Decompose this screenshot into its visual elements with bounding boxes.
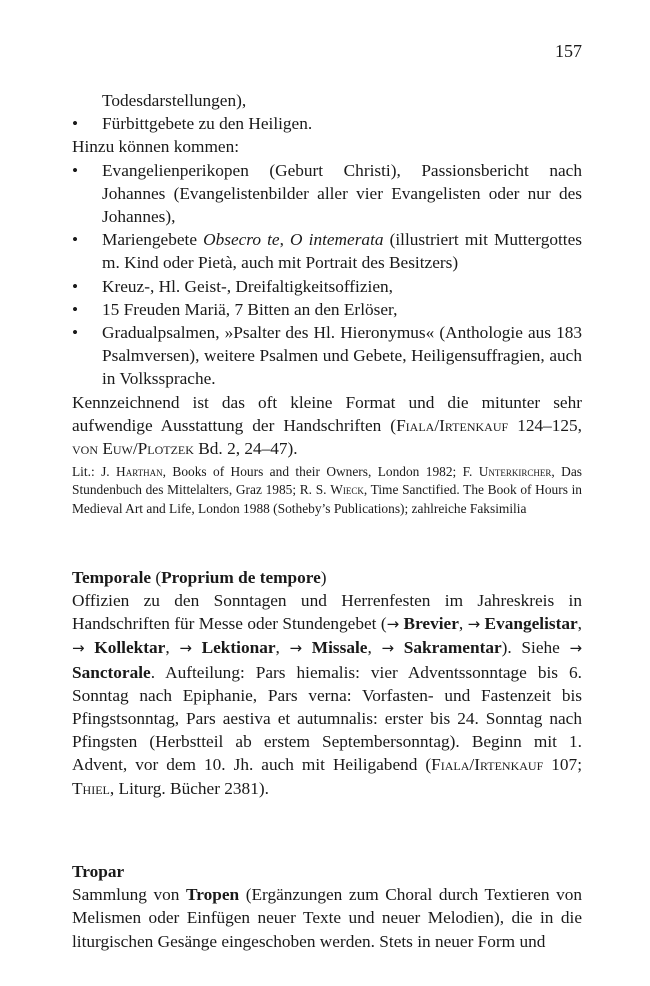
list-item-text: Gradualpsalmen, »Psalter des Hl. Hieronymus« (Anthologie aus 183 Psalmversen), weitere Psalmen und Gebete, Heiligensuffragien, auch in Volkssprache. [102, 323, 582, 389]
entry-body [72, 883, 582, 953]
italic-title: O intemerata [290, 230, 384, 250]
text-run: 124–125, [508, 415, 583, 435]
text-run: Offizien zu den Sonntagen und Herrenfesten im Jahreskreis in Handschriften für Messe oder Stundengebet ( [72, 591, 582, 634]
list-item-text [102, 230, 582, 272]
literature-note [72, 463, 582, 518]
cross-reference[interactable]: Sanctorale [72, 662, 151, 682]
entry-heading [72, 860, 582, 883]
entry-body [72, 589, 582, 800]
bullet-icon: • [72, 230, 79, 250]
arrow-right-icon: → [467, 615, 481, 634]
arrow-right-icon: → [569, 639, 583, 658]
text-run: (illustriert mit Muttergottes m. Kind oder Pietà, auch mit Portrait des Besitzers) [102, 230, 583, 273]
text-run: Lit.: J. [72, 464, 117, 480]
list-item [72, 228, 582, 274]
arrow-right-icon: → [72, 639, 85, 658]
text-run: , Books of Hours and their Owners, London 1982; F. [162, 464, 479, 480]
author-ref: von Euw/Plotzek [72, 439, 194, 459]
arrow-right-icon: → [386, 615, 400, 634]
text-run: Mariengebete [102, 230, 204, 250]
text-run: , [458, 614, 468, 634]
headword: Tropar [72, 861, 125, 881]
cross-reference[interactable]: Tropen [185, 885, 240, 905]
list-item-text: Evangelienperikopen (Geburt Christi), Passionsbericht nach Johannes (Evangelistenbilder aller vier Evangelisten oder nur des Johannes), [102, 160, 582, 227]
text-run: 107; [543, 755, 582, 775]
bullet-icon: • [72, 114, 79, 134]
bullet-icon: • [72, 160, 79, 180]
text-run: , [367, 638, 382, 658]
entry-temporale [72, 566, 582, 800]
cross-reference[interactable]: Missale [311, 638, 368, 658]
section-spacer [72, 518, 582, 566]
entry-tropar [72, 860, 582, 953]
text-run: , [165, 638, 180, 658]
cross-reference[interactable]: Kollektar [94, 638, 166, 658]
arrow-right-icon: → [289, 639, 303, 658]
bullet-list-2 [72, 159, 582, 391]
author-ref: Fiala/Irtenkauf [431, 755, 544, 775]
text-run: ( [151, 567, 162, 587]
kennzeichnend-paragraph [72, 391, 582, 461]
text-run: . Aufteilung: Pars hiemalis: vier Adventssonntage bis 6. Sonntag nach Epiphanie, Pars verna: Vorfasten- und Fastenzeit bis Pfingstsonntag, Pars aestiva et autumnalis: erster bis 24. Sonntag nach Pfingsten (Herbstteil ab erstem Septembersonntag). Beginn mit 1. Advent, vor dem 10. Jh. auch mit Heiligabend ( [72, 662, 582, 775]
cross-reference[interactable]: Lektionar [201, 638, 276, 658]
section-spacer [72, 800, 582, 860]
list-item [72, 159, 582, 229]
text-run: , [279, 230, 291, 250]
list-item [72, 321, 582, 391]
list-item-text: Fürbittgebete zu den Heiligen. [102, 114, 313, 134]
hinzu-line: Hinzu können kommen: [72, 137, 240, 157]
bullet-icon: • [72, 299, 79, 319]
list-item [72, 298, 582, 321]
text-run: , Das Stundenbuch des Mittelalters, Graz 1985; R. S. [72, 464, 582, 498]
bullet-icon: • [72, 276, 79, 296]
list-item [72, 112, 582, 135]
cross-reference[interactable]: Sakramentar [403, 638, 502, 658]
text-run: Kennzeichnend ist das oft kleine Format und die mitunter sehr aufwendige Ausstattung der Handschriften ( [72, 392, 582, 435]
page-number: 157 [555, 41, 582, 61]
list-item [72, 275, 582, 298]
arrow-right-icon: → [381, 639, 395, 658]
author-ref: Thiel [72, 778, 110, 798]
bullet-list-1 [72, 112, 582, 135]
text-run: , Time Sanctified. The Book of Hours in Medieval Art and Life, London 1988 (Sotheby’s Publications); zahlreiche Faksimilia [72, 482, 582, 516]
headword: Temporale [72, 567, 152, 587]
list-item-text: Kreuz-, Hl. Geist-, Dreifaltigkeitsoffizien, [102, 276, 393, 296]
italic-title: Obsecro te [203, 230, 280, 250]
text-run: , Liturg. Bücher 2381). [109, 778, 269, 798]
arrow-right-icon: → [179, 639, 192, 658]
text-run: ). Siehe [501, 638, 570, 658]
author-ref: Unterkircher [478, 464, 552, 480]
text-run: , [275, 638, 290, 658]
continuation-line: Todesdarstellungen), [102, 91, 247, 110]
list-item-text: 15 Freuden Mariä, 7 Bitten an den Erlöser, [102, 299, 398, 319]
text-run: Sammlung von [72, 885, 186, 905]
headword-sub: Proprium de tempore [161, 567, 321, 587]
author-ref: Harthan [116, 464, 163, 480]
text-run: Bd. 2, 24–47). [193, 439, 298, 459]
author-ref: Wieck [330, 482, 364, 498]
cross-reference[interactable]: Evangelistar [484, 614, 578, 634]
text-run: ) [320, 567, 327, 587]
text-run: , [577, 614, 582, 634]
text-run: (Ergänzungen zum Choral durch Textieren von Melismen oder Einfügen neuer Texte und neuer Melodien), die in die liturgischen Gesänge eingeschoben werden. Stets in neuer Form und [72, 885, 582, 951]
entry-heading [72, 566, 582, 589]
author-ref: Fiala/Irtenkauf [396, 415, 509, 435]
page-content [72, 89, 582, 953]
bullet-icon: • [72, 323, 79, 343]
cross-reference[interactable]: Brevier [403, 614, 459, 634]
stundenbuch-entry-continuation [72, 89, 582, 518]
